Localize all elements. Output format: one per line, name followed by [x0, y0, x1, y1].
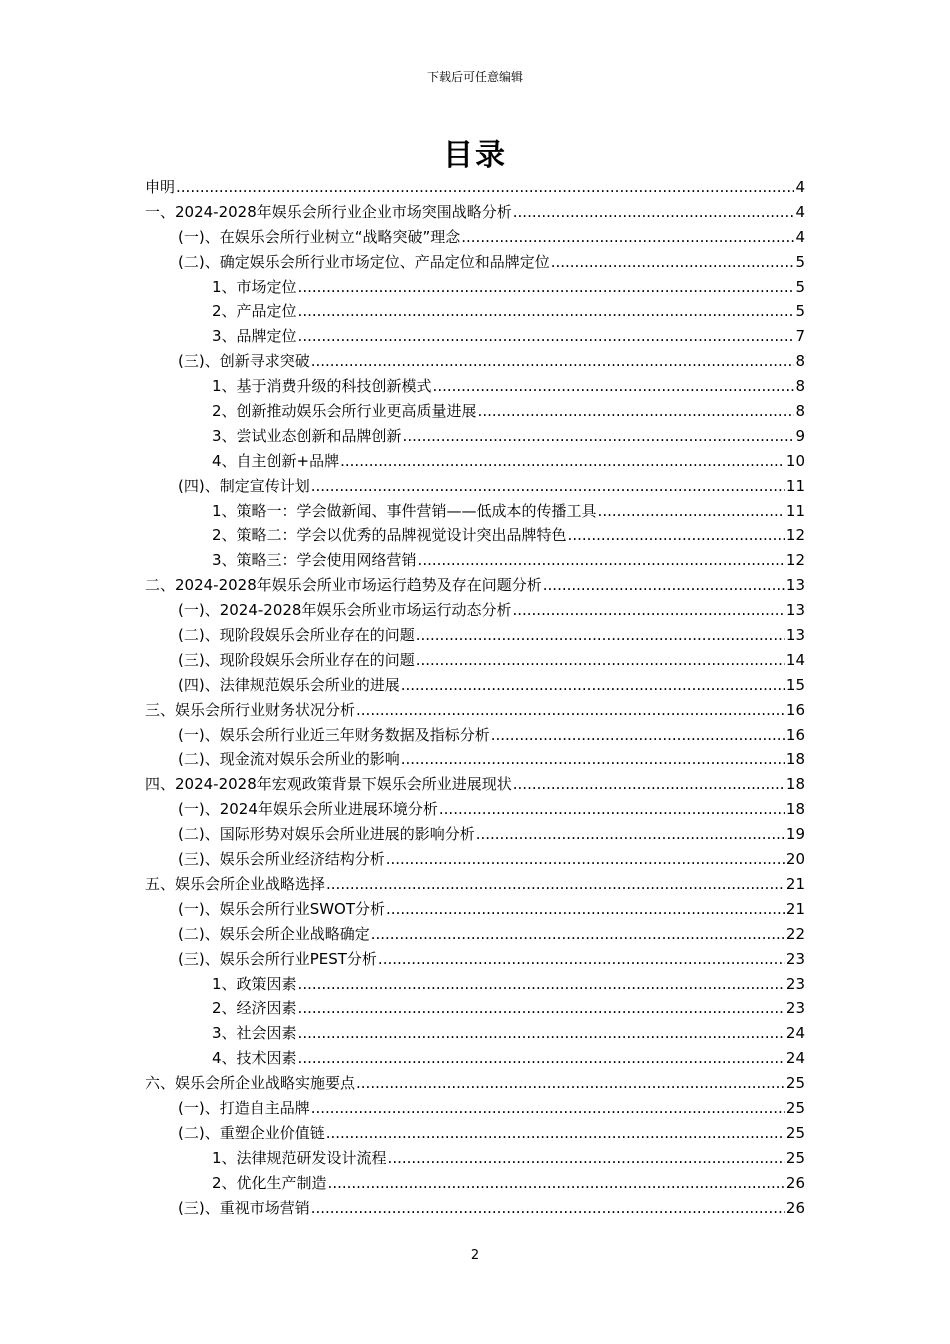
toc-entry[interactable]	[145, 972, 805, 997]
toc-dot-leader	[401, 673, 785, 698]
toc-entry-label: 六、娱乐会所企业战略实施要点	[145, 1074, 356, 1093]
toc-dot-leader	[356, 1071, 785, 1096]
toc-dot-leader	[401, 747, 785, 772]
toc-entry-page: 14	[785, 650, 805, 669]
toc-entry[interactable]	[145, 573, 805, 598]
toc-dot-leader	[326, 1121, 785, 1146]
table-of-contents	[145, 175, 805, 1220]
toc-entry-label: 二、2024-2028年娱乐会所业市场运行趋势及存在问题分析	[145, 576, 542, 595]
toc-entry[interactable]	[145, 424, 805, 449]
toc-dot-leader	[298, 1021, 785, 1046]
toc-entry[interactable]	[145, 822, 805, 847]
toc-entry-page: 15	[785, 675, 805, 694]
toc-dot-leader	[386, 897, 785, 922]
toc-entry-label: (一)、2024-2028年娱乐会所业市场运行动态分析	[178, 601, 512, 620]
toc-entry-page: 4	[795, 178, 805, 196]
toc-entry-page: 5	[795, 302, 805, 321]
toc-entry-page: 18	[785, 775, 805, 794]
toc-dot-leader	[543, 573, 785, 598]
toc-entry[interactable]	[145, 772, 805, 797]
toc-dot-leader	[298, 299, 795, 324]
toc-entry[interactable]	[145, 1071, 805, 1096]
toc-entry[interactable]	[145, 175, 805, 200]
toc-entry-page: 24	[785, 1049, 805, 1068]
toc-dot-leader	[513, 772, 785, 797]
toc-entry-page: 25	[785, 1148, 805, 1167]
toc-entry-page: 21	[785, 899, 805, 918]
toc-dot-leader	[311, 1096, 785, 1121]
toc-entry-label: 2、创新推动娱乐会所行业更高质量进展	[212, 402, 477, 421]
toc-dot-leader	[461, 225, 794, 250]
toc-entry[interactable]	[145, 797, 805, 822]
toc-entry-page: 21	[785, 874, 805, 893]
toc-entry-page: 16	[785, 725, 805, 744]
toc-entry-label: (一)、打造自主品牌	[178, 1098, 310, 1117]
page-header: 下载后可任意编辑	[426, 70, 523, 84]
toc-entry[interactable]	[145, 548, 805, 573]
toc-entry-page: 13	[785, 576, 805, 595]
toc-entry-page: 16	[785, 700, 805, 719]
toc-dot-leader	[378, 947, 785, 972]
toc-entry[interactable]	[145, 872, 805, 897]
toc-entry-page: 12	[785, 551, 805, 570]
toc-dot-leader	[371, 922, 785, 947]
toc-entry[interactable]	[145, 723, 805, 748]
toc-entry-page: 18	[785, 800, 805, 819]
toc-entry[interactable]	[145, 598, 805, 623]
toc-entry-page: 22	[785, 924, 805, 943]
toc-entry-page: 4	[795, 202, 805, 221]
toc-entry[interactable]	[145, 399, 805, 424]
toc-entry-label: (三)、重视市场营销	[178, 1198, 310, 1217]
toc-dot-leader	[512, 598, 784, 623]
toc-entry-label: (三)、娱乐会所业经济结构分析	[178, 850, 385, 869]
toc-entry-label: 四、2024-2028年宏观政策背景下娱乐会所业进展现状	[145, 775, 512, 794]
toc-entry-label: (二)、确定娱乐会所行业市场定位、产品定位和品牌定位	[178, 252, 550, 271]
toc-dot-leader	[568, 523, 785, 548]
toc-entry[interactable]	[145, 623, 805, 648]
toc-entry[interactable]	[145, 299, 805, 324]
toc-entry[interactable]	[145, 922, 805, 947]
toc-entry-page: 24	[785, 1024, 805, 1043]
toc-entry-page: 26	[785, 1198, 805, 1217]
toc-entry[interactable]	[145, 1121, 805, 1146]
toc-entry-page: 25	[785, 1123, 805, 1142]
toc-entry-label: 3、社会因素	[212, 1024, 297, 1043]
toc-entry-label: 三、娱乐会所行业财务状况分析	[145, 700, 356, 719]
toc-dot-leader	[403, 424, 795, 449]
toc-entry-label: (四)、法律规范娱乐会所业的进展	[178, 675, 400, 694]
toc-dot-leader	[478, 399, 795, 424]
toc-dot-leader	[388, 1146, 785, 1171]
toc-entry-label: (一)、2024年娱乐会所业进展环境分析	[178, 800, 438, 819]
toc-entry-page: 25	[785, 1098, 805, 1117]
toc-dot-leader	[298, 1046, 785, 1071]
toc-entry-label: 1、市场定位	[212, 277, 297, 296]
toc-entry-page: 18	[785, 750, 805, 769]
toc-dot-leader	[551, 250, 795, 275]
toc-entry-label: 1、政策因素	[212, 974, 297, 993]
toc-entry-page: 20	[785, 850, 805, 869]
toc-dot-leader	[326, 872, 785, 897]
toc-entry-label: 2、产品定位	[212, 302, 297, 321]
toc-entry-label: (三)、娱乐会所行业PEST分析	[178, 949, 377, 968]
toc-entry-label: (二)、重塑企业价值链	[178, 1123, 325, 1142]
toc-entry[interactable]	[145, 250, 805, 275]
toc-entry-page: 5	[795, 252, 805, 271]
toc-entry[interactable]	[145, 1021, 805, 1046]
toc-entry-label: (二)、国际形势对娱乐会所业进展的影响分析	[178, 825, 475, 844]
page-title: 目录	[443, 138, 507, 173]
toc-entry[interactable]	[145, 1146, 805, 1171]
toc-entry-label: (三)、创新寻求突破	[178, 352, 310, 371]
toc-entry-label: 1、基于消费升级的科技创新模式	[212, 377, 432, 396]
toc-entry-label: 4、技术因素	[212, 1049, 297, 1068]
toc-dot-leader	[311, 349, 795, 374]
toc-entry-page: 11	[785, 476, 805, 495]
toc-entry-page: 8	[795, 352, 805, 371]
toc-entry-label: 3、品牌定位	[212, 327, 297, 346]
toc-entry-label: (二)、现金流对娱乐会所业的影响	[178, 750, 400, 769]
toc-entry[interactable]	[145, 349, 805, 374]
toc-dot-leader	[418, 548, 785, 573]
toc-dot-leader	[298, 996, 785, 1021]
toc-dot-leader	[439, 797, 785, 822]
toc-entry-page: 13	[785, 626, 805, 645]
toc-entry[interactable]	[145, 200, 805, 225]
toc-dot-leader	[513, 200, 795, 225]
toc-dot-leader	[491, 723, 785, 748]
toc-entry-label: 3、尝试业态创新和品牌创新	[212, 426, 402, 445]
toc-dot-leader	[340, 449, 785, 474]
toc-entry-label: (三)、现阶段娱乐会所业存在的问题	[178, 650, 415, 669]
toc-dot-leader	[433, 374, 795, 399]
toc-entry-page: 13	[785, 601, 805, 620]
toc-entry-page: 8	[795, 377, 805, 396]
toc-entry-page: 7	[795, 327, 805, 346]
toc-entry[interactable]	[145, 648, 805, 673]
toc-entry-page: 23	[785, 999, 805, 1018]
toc-entry[interactable]	[145, 474, 805, 499]
toc-entry[interactable]	[145, 275, 805, 300]
toc-entry[interactable]	[145, 897, 805, 922]
toc-entry[interactable]	[145, 499, 805, 524]
toc-entry-page: 8	[795, 402, 805, 421]
toc-dot-leader	[328, 1171, 785, 1196]
toc-entry-page: 10	[785, 451, 805, 470]
toc-entry-label: 2、经济因素	[212, 999, 297, 1018]
toc-entry[interactable]	[145, 847, 805, 872]
toc-entry-page: 19	[785, 825, 805, 844]
toc-entry[interactable]	[145, 673, 805, 698]
toc-entry-label: (二)、娱乐会所企业战略确定	[178, 924, 370, 943]
toc-entry[interactable]	[145, 996, 805, 1021]
toc-entry-label: (一)、娱乐会所行业SWOT分析	[178, 899, 386, 918]
toc-entry[interactable]	[145, 1171, 805, 1196]
toc-entry[interactable]	[145, 324, 805, 349]
toc-dot-leader	[416, 623, 785, 648]
toc-entry-label: 2、策略二：学会以优秀的品牌视觉设计突出品牌特色	[212, 526, 567, 545]
toc-entry-label: (一)、娱乐会所行业近三年财务数据及指标分析	[178, 725, 490, 744]
toc-entry-label: 3、策略三：学会使用网络营销	[212, 551, 417, 570]
toc-entry[interactable]	[145, 374, 805, 399]
toc-entry-label: 1、法律规范研发设计流程	[212, 1148, 387, 1167]
toc-entry-page: 23	[785, 949, 805, 968]
toc-entry[interactable]	[145, 449, 805, 474]
toc-entry-page: 4	[795, 227, 805, 246]
toc-dot-leader	[598, 499, 785, 524]
toc-dot-leader	[416, 648, 785, 673]
toc-entry[interactable]	[145, 747, 805, 772]
toc-entry-label: 申明	[145, 178, 176, 196]
toc-dot-leader	[476, 822, 785, 847]
toc-entry-label: (一)、在娱乐会所行业树立“战略突破”理念	[178, 227, 461, 246]
toc-entry-label: (四)、制定宣传计划	[178, 476, 310, 495]
toc-dot-leader	[298, 324, 795, 349]
toc-dot-leader	[176, 175, 794, 200]
toc-entry-page: 25	[785, 1074, 805, 1093]
toc-entry[interactable]	[145, 523, 805, 548]
toc-entry[interactable]	[145, 1046, 805, 1071]
toc-entry[interactable]	[145, 1096, 805, 1121]
toc-entry-page: 26	[785, 1173, 805, 1192]
toc-entry[interactable]	[145, 1196, 805, 1221]
toc-entry-page: 5	[795, 277, 805, 296]
toc-entry-label: 2、优化生产制造	[212, 1173, 327, 1192]
toc-entry-page: 12	[785, 526, 805, 545]
toc-entry-label: 一、2024-2028年娱乐会所行业企业市场突围战略分析	[145, 202, 512, 221]
toc-entry-page: 11	[785, 501, 805, 520]
toc-entry-page: 23	[785, 974, 805, 993]
toc-entry-label: 4、自主创新+品牌	[212, 451, 340, 470]
page-number: 2	[470, 1248, 480, 1263]
toc-entry-label: 1、策略一：学会做新闻、事件营销——低成本的传播工具	[212, 501, 597, 520]
toc-entry[interactable]	[145, 225, 805, 250]
toc-dot-leader	[311, 474, 785, 499]
toc-dot-leader	[386, 847, 785, 872]
toc-entry-page: 9	[795, 426, 805, 445]
toc-dot-leader	[298, 275, 795, 300]
toc-dot-leader	[311, 1196, 785, 1221]
toc-dot-leader	[356, 698, 785, 723]
toc-dot-leader	[298, 972, 785, 997]
toc-entry-label: (二)、现阶段娱乐会所业存在的问题	[178, 626, 415, 645]
toc-entry-label: 五、娱乐会所企业战略选择	[145, 874, 326, 893]
toc-entry[interactable]	[145, 947, 805, 972]
toc-entry[interactable]	[145, 698, 805, 723]
